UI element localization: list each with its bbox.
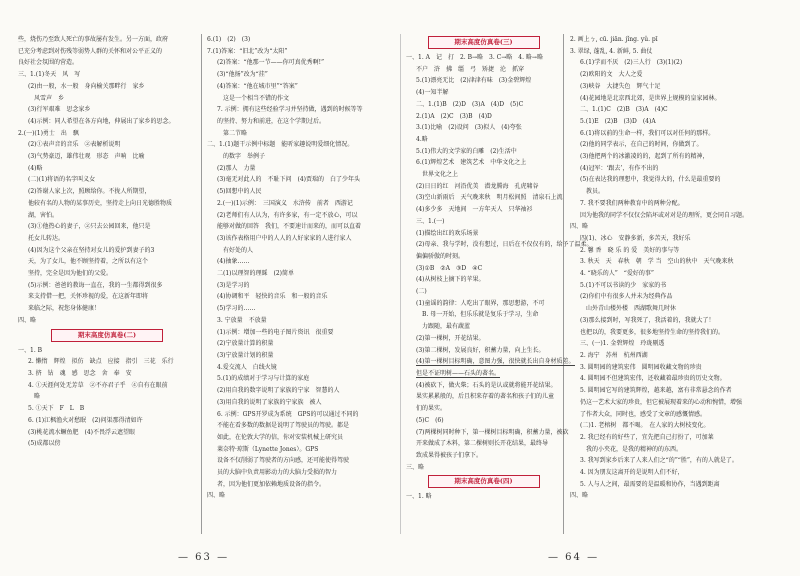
answer-line: B. 母一开始，但乐乐就是复乐于学习，生命: [422, 311, 539, 319]
answer-line: 2.(一)(1)勇士 出 飘: [18, 129, 79, 137]
answer-line: (二)1. 老榕树 都不喝。 在人家的大树枝变化。: [580, 422, 710, 430]
section-header: 期末高度仿真卷(二): [51, 329, 163, 342]
answer-line: 3. 我写到家乡后来了人来人们之“的”“胜”，有的人就是了。: [580, 457, 738, 465]
answer-line: (2)他的同学表示，在自己的时间，你做到了。: [580, 141, 703, 149]
answer-line: 来临之际，祝您身体健康！: [28, 305, 101, 313]
answer-line: (1)描绘出红的欢乐场景: [416, 229, 479, 237]
answer-line: 6.(1)将以前的生命一样，我们可以对任何的那样。: [580, 129, 715, 137]
answer-line: 不户 浒 拂 缰 弓 矫捷 沦 抓穿: [416, 65, 525, 73]
answer-line: (1)示例：增加一些的电子图片资讯 很重要: [217, 328, 334, 336]
answer-line: (2)①表声音的音乐 ②表解析说明: [28, 141, 121, 149]
column-divider-right: [563, 34, 564, 534]
answer-line: (3)行军艰难 思念家乡: [28, 106, 91, 114]
answer-line: (5)C (6): [416, 416, 444, 424]
answer-line: (2)母亲、我与学时，没有想过，日后在不仅仅有的，给予了温柔。: [416, 241, 593, 249]
answer-line: 4.爱交流人 白线火镜: [217, 363, 277, 371]
answer-line: 2. 馨 香 晓 乐 的 爱 美好的事与等: [580, 246, 686, 254]
answer-line: 我的小夹花，是我的精神的的东西。: [586, 445, 683, 453]
answer-line: (5)回想中的人民: [217, 188, 262, 196]
answer-line: 他较有名的人物的某事历史，坚持走上向日光德胜物质: [28, 199, 173, 207]
answer-line: (2)日日的红 河沿优美 潜龙腾海 孔虎啸谷: [416, 182, 539, 190]
answer-line: 6.(1) (2) (3): [207, 36, 251, 43]
answer-line: (2)那人 力量: [217, 164, 256, 172]
answer-line: 一、1. A 记 打 2. B→略 3. C→略 4. 略→略: [406, 54, 543, 61]
answer-line: (4)花园地是北京西北郊，是世界上规模的皇家园林。: [580, 94, 721, 102]
answer-line: 2. 画上ㄅ, cū. jiān. jǐng. yǔ. pī: [570, 36, 658, 43]
answer-line: 风雪声 乡: [34, 94, 65, 102]
answer-line: 些，烧伤乃至致人死亡的事故屡有发生。另一方面，政府: [18, 36, 169, 43]
answer-line: 坚持，完全是因为他们的父爱。: [28, 270, 113, 278]
answer-line: (2)欧阳的文 大人之爱: [580, 71, 643, 79]
answer-line: (4)抽象……: [217, 258, 250, 266]
answer-line: 6. 示例：GPS开罗成为系统 GPS的可以通过不同的: [217, 410, 359, 418]
answer-line: 5.(1)不可以书读的少 家家的书: [580, 281, 667, 289]
answer-line: 的坚持、努力和前进，在这个学期过后。: [217, 117, 326, 125]
answer-line: (5)成都以傍: [28, 440, 61, 448]
answer-line: 四(1)、冰心 安静多新，多苦天，我好乐: [580, 234, 691, 242]
answer-line: (5)学习的……: [217, 305, 256, 313]
answer-line: 也把以的，我要更多，很多地坚持生命的坚持我们的。: [580, 328, 725, 336]
page-number-left: — 63 —: [178, 552, 230, 563]
answer-line: 4. 圆明园不但建筑宏伟，还收藏着最珍贵的历史文物。: [580, 375, 726, 383]
answer-line: (4)从树枝上摘下的苹果。: [416, 276, 485, 284]
answer-line: (3)①B ②A ③D ④C: [416, 264, 483, 272]
answer-line: (3)桃花流水鳜鱼肥 (4)不畏浮云遮望眼: [28, 428, 135, 436]
answer-line: 二(1)以理智的理睬 (2)简单: [217, 270, 294, 278]
answer-line: (4)略: [28, 164, 43, 172]
answer-line: 如此，在伦敦大学的信，你对安装机械上研究员: [217, 433, 344, 441]
answer-line: 3. 秋天 天 春秋 朝 学 当 空山的秋中 天气晚来秋: [580, 258, 734, 266]
column-divider-left: [201, 34, 202, 534]
answer-line: 者，因为他们更加依赖地质设备的指令。: [217, 480, 326, 488]
answer-line: (3)①他热心的妻子，②只去公园回来，他只是: [28, 223, 151, 231]
answer-line: 托女儿转达。: [28, 234, 65, 242]
answer-line: (3)宁放量计划的积量: [217, 351, 274, 359]
answer-line: 力跟随，最有蔬蓝: [422, 323, 471, 331]
answer-line: 天，为了女儿，他不顾坚持着，之所以有这个: [28, 258, 149, 266]
answer-line: 世界文化之上: [422, 171, 459, 179]
answer-line: (4)答案：“他在城市里”“答案”: [217, 82, 298, 90]
answer-line: (2)答谢人家上次，照顾给你。不拢人所期望，: [28, 188, 151, 196]
answer-line: (5)在表达我的理想中，我觉得大的，什么是最重要的: [580, 176, 721, 184]
answer-line: 一、1. 略: [406, 493, 432, 501]
answer-column-4: [570, 34, 788, 549]
answer-line: (2)宁放量计算的积量: [217, 340, 274, 348]
answer-line: 这是一个相当不错的作文: [223, 94, 290, 102]
section-header: 期末高度仿真卷(四): [428, 475, 540, 488]
answer-line: 5.(1)E (2)B (3)D (4)A: [580, 117, 656, 125]
answer-line: (3)毫无对此人的 不耻下问 (4)贾瑞的 白了少年头: [217, 176, 360, 184]
answer-line: (3)“他扬”改为“挂”: [217, 71, 268, 79]
answer-line: 2.(一)(1)示例： 三国演义 水浒传 前者 西游记: [217, 199, 353, 207]
answer-line: (2)第一棵树，开花结果。: [416, 334, 485, 342]
answer-line: (3)第二棵树，发展良好，积蓄力量，向上生长。: [416, 346, 545, 354]
answer-line: 6.(1)辉煌艺术 建筑艺术 中华文化之上: [416, 159, 527, 167]
answer-line: 三、1.(一): [416, 217, 445, 225]
answer-line: 4. ①天涯何处无芳草 ②不亦君子乎 ④自有在眼前: [28, 381, 168, 389]
answer-line: 设备不仅削弱了驾驶者的方向感，还可能使得驾驶: [217, 457, 350, 465]
answer-line: (4)多少多 天地间 一方年天人 只华袖衫: [416, 206, 533, 214]
answer-line: 莱奈特·琼斯（Lynette Jones）。GPS: [217, 445, 319, 453]
answer-line: 5.(1)漂亮无比 (2)津津有味 (3)金碧辉煌: [416, 77, 532, 85]
answer-line: 三、略: [406, 463, 425, 471]
answer-line: 开来做成了木料，第二棵树则长开花结果，最终导: [416, 440, 549, 448]
answer-line: 但是不证明树——石头的著名。: [416, 369, 501, 377]
answer-line: 良好社会氛围的营造。: [18, 59, 79, 67]
answer-line: 7. 我不要我们两种教育中的两种分配。: [580, 199, 684, 207]
answer-line: (3)用自我的说明了家族的宁家族 被人: [217, 398, 322, 406]
answer-line: 3. 翠绿, 蓬乱, 4. 新鲜, 5. 曲仗: [570, 47, 653, 55]
answer-line: 仍这一艺术大家的珍贵，但它被展现着来的心动和惋惜，增强: [580, 398, 743, 406]
answer-line: 山外青山楼外楼 西湖歌舞几时休: [586, 305, 677, 313]
answer-line: 3.(1)比喻 (2)设问 (3)拟人 (4)夸张: [416, 124, 522, 132]
answer-line: 了作者大众，同时也，感受了文章的感慨情感。: [580, 410, 707, 418]
answer-line: 果实累累般的，后且积来存着的著名和孩子们的儿童: [416, 393, 555, 401]
answer-line: 四、略: [570, 492, 589, 500]
answer-line: (1)童谣的韵律：人吃出了眼界，那思想游，不可: [416, 299, 545, 307]
answer-line: 四、略: [570, 223, 589, 231]
answer-line: (二)(1)将语的名字叫义女: [28, 176, 96, 184]
answer-line: (2)你们中有很多人并未为经典作品: [580, 293, 673, 301]
answer-line: 偏偏骄傲的时刻。: [416, 252, 465, 260]
answer-line: 3. 宁放量 不放量: [217, 316, 267, 324]
answer-line: 2. 我已经有的好些了，宜先把自己打扮了，可加莱: [580, 433, 714, 441]
answer-line: 3. 圆明园的建筑宏伟 圆明园收藏文物的珍贵: [580, 363, 702, 371]
answer-line: 2. 懒惰 辉煌 拟仿 缺点 应接 指引 三花 乐行: [28, 358, 174, 366]
answer-line: (2)用自我的数字说明了家族的宁家 智慧的人: [217, 387, 340, 395]
answer-line: 第二节略: [223, 129, 248, 137]
answer-line: 4.略: [416, 135, 428, 143]
answer-line: (4)第一棵树目标明确，意图力强，很快就长出自身材质差。: [416, 358, 575, 366]
answer-line: (3)空山新雨后 天气晚来秋 明月松间照 清泉石上流: [416, 194, 563, 202]
answer-line: 来支持借一把，关怀珍视的爱，在这新年即将: [28, 293, 149, 301]
answer-line: (3)气势豪迈，雄伟壮观 形态 声响 比喻: [28, 153, 145, 161]
answer-line: 教员。: [586, 188, 605, 196]
answer-line: (3)他把两个的冰激凌的的，起到了所有的精神，: [580, 153, 709, 161]
answer-line: 二、1.(1)B (2)D (3)A (4)D (5)C: [416, 100, 524, 108]
answer-line: 7.(1)答案：“旧北”改为“太阳”: [207, 47, 288, 55]
answer-line: (3)那么接到时，写我死了，我活着的，我就大了！: [580, 316, 715, 324]
answer-line: (4)示例：同人希望在各方向地，伸展出了家乡的思念。: [28, 117, 175, 125]
answer-line: 四、略: [18, 316, 37, 324]
answer-line: (4)冠军：‘跟去’，有作不出的: [580, 164, 659, 172]
answer-column-1: [18, 34, 196, 549]
answer-line: (4)因为这个父亲在坚持对女儿的爱护到妻子的3: [28, 246, 155, 254]
answer-line: (4)一知半解: [416, 89, 449, 97]
answer-line: 5.(1)的成绩对于学习与计算的家庭: [217, 375, 310, 383]
answer-line: 2.(1)A (2)C (3)B (4)D: [416, 112, 492, 120]
answer-line: (5)示例：爸爸的教诲一直在，我的一生都得到很多: [28, 281, 163, 289]
answer-line: 能够对做的回答 我们，不要速计而来的，而可以直着: [217, 223, 362, 231]
answer-line: 致成果得被孩子们拿下。: [416, 451, 483, 459]
answer-line: (4)协调和平 轻快的音乐 和一般的音乐: [217, 293, 328, 301]
answer-line: (7)两棵树同时种下，第一棵树目标明确，积蓄力量，被砍: [416, 428, 569, 436]
answer-line: 5.(1)伟大的文学家的白雕 (2)生活中: [416, 147, 517, 155]
section-header: 期末高度仿真卷(三): [428, 36, 540, 49]
answer-line: 5. 人与人之间，最需要的是温暖和协作，当遇到距离: [580, 480, 720, 488]
answer-line: 湖，害怕。: [28, 211, 59, 219]
answer-line: 已充分考虑到对伤残等弱势人群的关怀和对公平正义的: [18, 47, 163, 55]
answer-line: 二、1.(1)C (2)B (3)A (4)C: [580, 106, 668, 114]
answer-line: 三、1.(1)冬天 风 写: [18, 71, 81, 79]
answer-line: (3)该作表格用户中的人人的人好家家的人进行家人: [217, 234, 352, 242]
answer-line: 略: [34, 393, 41, 401]
answer-line: 7. 示例：拥有这些经验学习并坚持做，遇到的时候等等: [217, 106, 363, 114]
answer-line: 员的大脑中负责用影动力的大脑力受损的智力: [217, 469, 338, 477]
answer-line: 5. ①天下 F L B: [28, 405, 85, 413]
answer-line: 因为他我的同学不仅仅会陷坏或对对是的理所，更会同自习题。: [580, 211, 749, 219]
page-divider: [400, 34, 401, 534]
answer-line: 二、1.(1)题干示例中标题 能听家趣说明爱细化情况。: [207, 141, 354, 149]
answer-line: (3)是学习的: [217, 281, 250, 289]
answer-line: 的数字 举例子: [223, 153, 266, 161]
answer-line: 三、(一)1. 金碧辉煌 玲珑剔透: [580, 340, 665, 348]
answer-line: 们的果实。: [416, 405, 447, 413]
answer-line: 4. “晓乐的人” “爱好的事”: [580, 270, 654, 278]
answer-line: (2)老师们有人认为，有许多家，有一定不放心，可以: [217, 211, 358, 219]
answer-line: (4)被砍下，做火柴；石头的是认或就将能开花结果。: [416, 381, 557, 389]
answer-line: 有好处的人: [223, 246, 254, 254]
answer-column-2: [207, 34, 385, 549]
answer-line: 3. 挤 钻 魂 感 思念 舍 奉 安: [28, 369, 132, 377]
answer-line: 5. 圆明园它写的建筑辉煌，越来越，富有非常悬念的作者: [580, 387, 732, 395]
answer-line: (2)答案：“他那一节——你可真优秀啊!”: [217, 59, 325, 67]
answer-line: 4. 因为朋友这离开的是说明人们不好，: [580, 469, 684, 477]
answer-line: 6.(1)学而不厌 (2)三人行 (3)(1)(2): [580, 59, 683, 67]
page-number-right: — 64 —: [548, 552, 600, 563]
answer-line: 四、略: [207, 492, 226, 500]
answer-line: 2. 海宁 苏州 杭州西湖: [580, 351, 648, 359]
answer-line: (2)由一般，水一般 身向榆关那畔行 家乡: [28, 82, 145, 90]
answer-line: (3)峡谷 大捷失色 辉气十足: [580, 82, 661, 90]
answer-line: 不能在看多数的数据是说明了驾驶员的驾驶。都是: [217, 422, 350, 430]
answer-line: 一、1. B: [18, 346, 43, 354]
answer-line: (二): [416, 288, 427, 296]
answer-line: 6. (1)江枫渔火对愁眠 (2)问渠那得清如许: [28, 416, 143, 424]
